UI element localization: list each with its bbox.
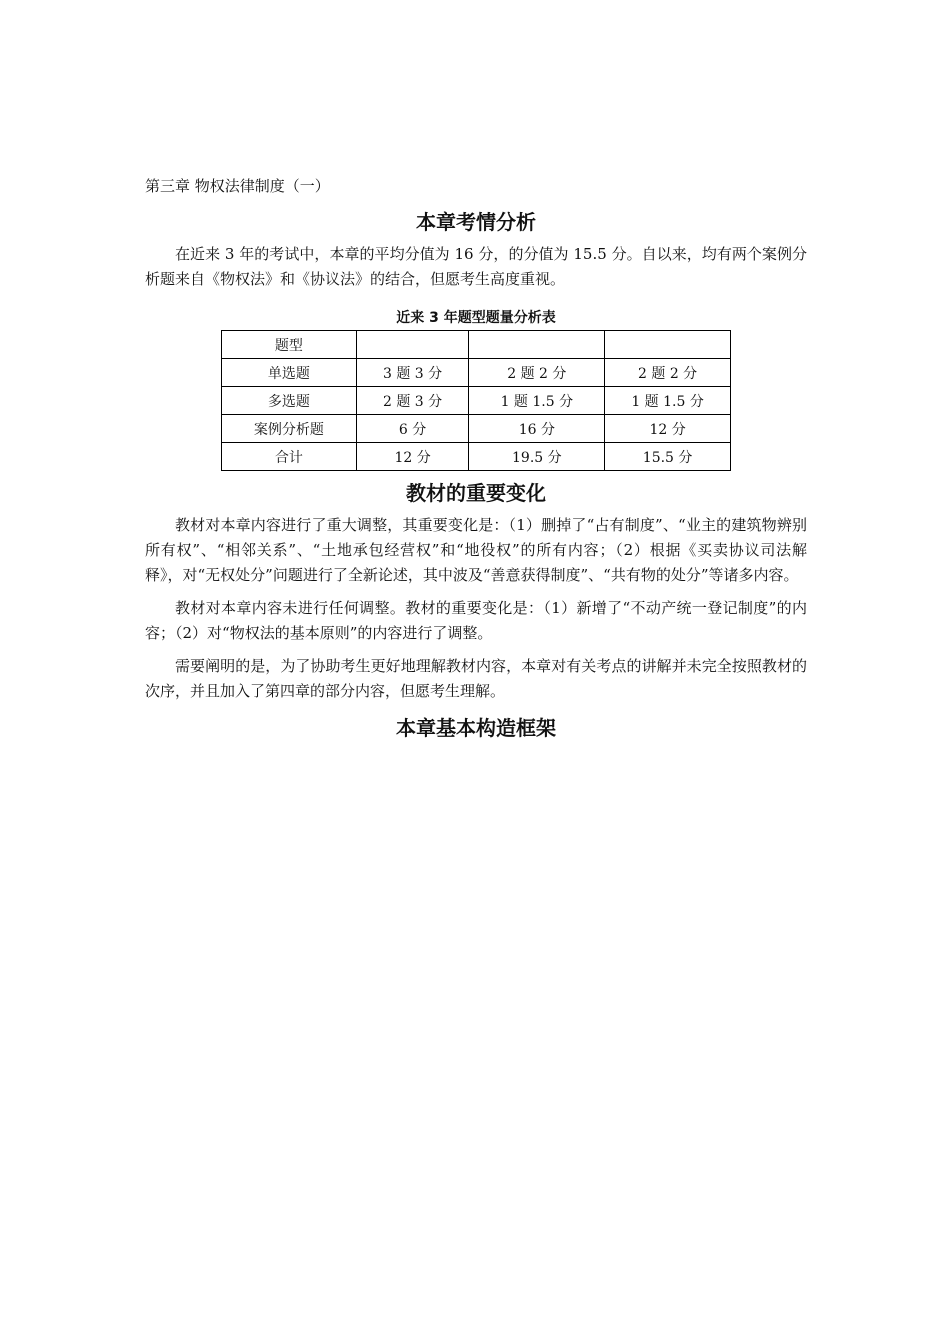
table-cell: 1 题 1.5 分 bbox=[605, 387, 731, 415]
table-caption: 近来 3 年题型题量分析表 bbox=[396, 310, 556, 326]
exam-analysis-paragraph: 在近来 3 年的考试中，本章的平均分值为 16 分，的分值为 15.5 分。自以来，均有两个案例分析题来自《物权法》和《协议法》的结合，但愿考生高度重视。 bbox=[145, 245, 807, 288]
table-header-cell bbox=[605, 331, 731, 359]
table-cell: 3 题 3 分 bbox=[356, 359, 469, 387]
table-cell: 6 分 bbox=[356, 415, 469, 443]
table-cell: 合计 bbox=[222, 443, 357, 471]
document-page bbox=[145, 172, 807, 748]
table-cell: 15.5 分 bbox=[605, 443, 731, 471]
table-cell: 16 分 bbox=[469, 415, 605, 443]
table-header-row bbox=[222, 331, 731, 359]
table-cell: 1 题 1.5 分 bbox=[469, 387, 605, 415]
textbook-changes-paragraph: 需要阐明的是，为了协助考生更好地理解教材内容，本章对有关考点的讲解并未完全按照教材的次序，并且加入了第四章的部分内容，但愿考生理解。 bbox=[145, 657, 807, 700]
table-cell: 2 题 2 分 bbox=[469, 359, 605, 387]
table-row bbox=[222, 443, 731, 471]
table-row bbox=[222, 359, 731, 387]
table-cell: 2 题 2 分 bbox=[605, 359, 731, 387]
table-cell: 案例分析题 bbox=[222, 415, 357, 443]
table-row bbox=[222, 387, 731, 415]
question-type-table bbox=[221, 330, 731, 471]
table-cell: 12 分 bbox=[605, 415, 731, 443]
textbook-changes-paragraph: 教材对本章内容进行了重大调整，其重要变化是：（1）删掉了“占有制度”、“业主的建筑物辨别所有权”、“相邻关系”、“土地承包经营权”和“地役权”的所有内容；（2）根据《买卖协议司法解释》，对“无权处分”问题进行了全新论述，其中波及“善意获得制度”、“共有物的处分”等诸多内容。 bbox=[145, 516, 807, 584]
table-header-cell bbox=[469, 331, 605, 359]
table-cell: 单选题 bbox=[222, 359, 357, 387]
textbook-changes-paragraph: 教材对本章内容未进行任何调整。教材的重要变化是：（1）新增了“不动产统一登记制度”的内容；（2）对“物权法的基本原则”的内容进行了调整。 bbox=[145, 599, 807, 642]
table-header-cell bbox=[356, 331, 469, 359]
section-heading-exam-analysis: 本章考情分析 bbox=[416, 210, 536, 234]
section-heading-textbook-changes: 教材的重要变化 bbox=[406, 481, 546, 505]
table-cell: 多选题 bbox=[222, 387, 357, 415]
table-row bbox=[222, 415, 731, 443]
table-header-cell: 题型 bbox=[222, 331, 357, 359]
table-cell: 2 题 3 分 bbox=[356, 387, 469, 415]
section-heading-structure-framework: 本章基本构造框架 bbox=[396, 716, 556, 740]
table-cell: 12 分 bbox=[356, 443, 469, 471]
table-cell: 19.5 分 bbox=[469, 443, 605, 471]
chapter-title: 第三章 物权法律制度（一） bbox=[145, 177, 330, 195]
